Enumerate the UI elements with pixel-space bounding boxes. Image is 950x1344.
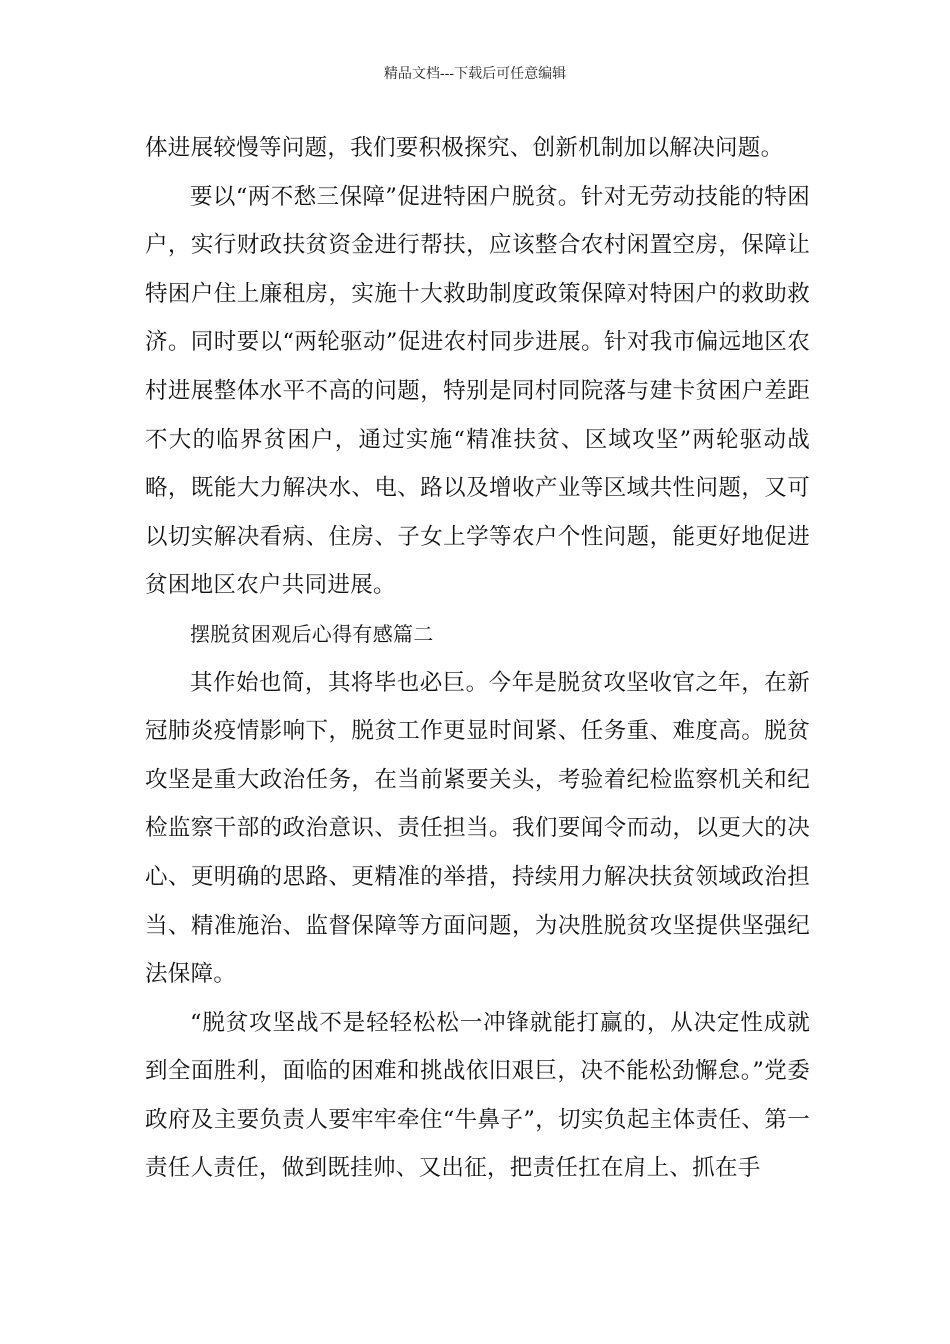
- paragraph-quote: “脱贫攻坚战不是轻轻松松一冲锋就能打赢的，从决定性成就到全面胜利，面临的困难和挑战依旧艰巨，决不能松劲懈怠。”党委政府及主要负责人要牢牢牵住“牛鼻子”，切实负起主体责任、第一责任人责任，做到既挂帅、又出征，把责任扛在肩上、抓在手: [145, 1009, 810, 1182]
- page-header: 精品文档---下载后可任意编辑: [383, 66, 567, 82]
- paragraph-special-poverty: 要以“两不愁三保障”促进特困户脱贫。针对无劳动技能的特困户，实行财政扶贫资金进行帮扶，应该整合农村闲置空房，保障让特困户住上廉租房，实施十大救助制度政策保障对特困户的救助救济。同时要以“两轮驱动”促进农村同步进展。针对我市偏远地区农村进展整体水平不高的问题，特别是同村同院落与建卡贫困户差距不大的临界贫困户，通过实施“精准扶贫、区域攻坚”两轮驱动战略，既能大力解决水、电、路以及增收产业等区域共性问题，又可以切实解决看病、住房、子女上学等农户个性问题，能更好地促进贫困地区农户共同进展。: [145, 183, 810, 599]
- document-body: [145, 124, 810, 1193]
- paragraph-discipline: 其作始也简，其将毕也必巨。今年是脱贫攻坚收官之年，在新冠肺炎疫情影响下，脱贫工作更显时间紧、任务重、难度高。脱贫攻坚是重大政治任务，在当前紧要关头，考验着纪检监察机关和纪检监察干部的政治意识、责任担当。我们要闻令而动，以更大的决心、更明确的思路、更精准的举措，持续用力解决扶贫领域政治担当、精准施治、监督保障等方面问题，为决胜脱贫攻坚提供坚强纪法保障。: [145, 669, 810, 988]
- paragraph-continuation: 体进展较慢等问题，我们要积极探究、创新机制加以解决问题。: [145, 135, 784, 161]
- section-heading: 摆脱贫困观后心得有感篇二: [190, 621, 434, 646]
